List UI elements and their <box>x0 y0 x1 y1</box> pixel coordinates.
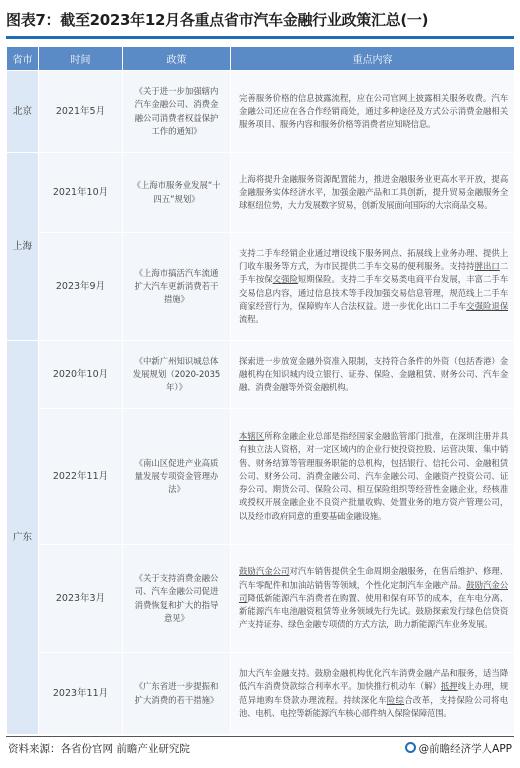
row-policy: 《上海市服务业发展“十四五”规划》 <box>123 153 231 233</box>
table-header-row <box>7 47 515 71</box>
header-time: 时间 <box>39 47 123 71</box>
row-time: 2022年11月 <box>39 409 123 545</box>
underlined-text: 鼓励汽金公司 <box>239 579 509 603</box>
row-policy: 《广东省进一步提振和扩大消费的若干措施》 <box>123 653 231 735</box>
content-text: 二手车按保 <box>239 261 508 285</box>
table-row <box>7 341 515 409</box>
content-text: 对汽车销售提供全生命周期金融服务，在售后维护、修理、汽车零配件和加油站销售等领域，个性化定制汽车金融产品。 <box>239 566 508 590</box>
row-policy: 《南山区促进产业高质量发展专项资金管理办法》 <box>123 409 231 545</box>
table-row <box>7 545 515 653</box>
row-content: 上海将提升金融服务资源配置能力，推进金融服务业更高水平开放，提高金融服务实体经济水平，加强金融产品和工具创新，提升贸易金融服务全球枢纽位势，大力发展数字贸易，创新发展面向国际的大宗商品交易。 <box>231 153 515 233</box>
content-text: 流程。 <box>239 313 264 324</box>
header-content: 重点内容 <box>231 47 515 71</box>
row-policy: 《中新广州知识城总体发展规划（2020-2035年）》 <box>123 341 231 409</box>
row-content <box>231 653 515 735</box>
row-policy: 《上海市搞活汽车流通扩大汽车更新消费若干措施》 <box>123 233 231 341</box>
source-note: 资料来源：各省份官网 前瞻产业研究院 <box>8 743 190 755</box>
footer-divider <box>6 736 514 737</box>
row-policy: 《关于进一步加强辖内汽车金融公司、消费金融公司消费者权益保护工作的通知》 <box>123 71 231 153</box>
header-policy: 政策 <box>123 47 231 71</box>
content-text: 线上办理，规范异地购车贷款办理流程。持续深化车 <box>239 681 508 705</box>
title-divider <box>6 36 514 39</box>
row-time: 2021年10月 <box>39 153 123 233</box>
header-province: 省市 <box>7 47 39 71</box>
row-policy: 《关于支持消费金融公司、汽车金融公司促进消费恢复和扩大的指导意见》 <box>123 545 231 653</box>
content-text: 支持二手车经销企业通过增设线下服务网点、拓展线上业务办理、提供上门收车服务等方式，为市民提供二手车交易的便利服务。支持持 <box>239 247 508 272</box>
row-content <box>231 409 515 545</box>
province-beijing: 北京 <box>7 71 39 153</box>
policy-table <box>6 46 515 735</box>
content-text: 降低新能源汽车消费者在购置、使用和保有环节的成本，在车电分离、新能源汽车电池融资租赁等业务领域先行先试。鼓励探索发行绿色信贷资产支持证券、绿色金融专项债的方式方法，助力新能源汽车业务发展。 <box>239 592 508 630</box>
page-title: 图表7：截至2023年12月各重点省市汽车金融行业政策汇总(一) <box>6 11 429 29</box>
table-row <box>7 153 515 233</box>
row-time: 2021年5月 <box>39 71 123 153</box>
content-text: 合改革，支持保险公司将电池、电机、电控等新能源汽车核心部件纳入保险保障范围。 <box>239 694 508 718</box>
province-guangdong: 广东 <box>7 341 39 735</box>
content-text: 所称金融企业总部是指经国家金融监管部门批准，在深圳注册并具有独立法人资格，对一定区域内的企业行使投资控股、运营决策、集中销售、财务结算等管理服务职能的总机构，包括银行、信托公司、金融租赁公司、财务公司、消费金融公司、汽车金融公司、金融资产投资公司、证券公司、期货公司、保险公司、相互保险组织等经营性金融企业，经核准或授权开展金融企业不良资产批量收购、处置业务的地方资产管理公司，以及经市政府同意的重要基础金融设施。 <box>239 431 508 521</box>
underlined-text: 交强险 <box>272 274 298 285</box>
brand-logo-icon <box>405 742 416 753</box>
underlined-text: 抵押 <box>440 681 458 692</box>
row-content <box>231 233 515 341</box>
underlined-text: 鼓励汽金公司 <box>239 566 290 577</box>
row-time: 2023年11月 <box>39 653 123 735</box>
brand-text: @前瞻经济学人APP <box>418 743 512 755</box>
row-content: 探索进一步放宽金融外资准入限制，支持符合条件的外资（包括香港）金融机构在知识城内设立银行、证券、保险、金融租赁、财务公司、汽车金融、消费金融等外资金融机构。 <box>231 341 515 409</box>
table-row <box>7 409 515 545</box>
underlined-text: 交强险退保 <box>466 300 509 311</box>
table-row <box>7 233 515 341</box>
row-content <box>231 545 515 653</box>
row-time: 2020年10月 <box>39 341 123 409</box>
table-row <box>7 71 515 153</box>
row-time: 2023年3月 <box>39 545 123 653</box>
row-time: 2023年9月 <box>39 233 123 341</box>
row-content: 完善服务价格的信息披露流程，应在公司官网上披露相关服务收费。汽车金融公司还应在各合作经销商处，通过多种途径及方式公示消费金融相关服务项目、服务内容和服务价格等消费者应知晓信息。 <box>231 71 515 153</box>
content-text: 加大汽车金融支持。鼓励金融机构优化汽车消费金融产品和服务，适当降低汽车消费贷款综合利率水平。加快推行机动车（解） <box>239 668 508 692</box>
underlined-text: 本辖区 <box>239 431 265 442</box>
brand-credit <box>405 741 512 756</box>
table-row <box>7 653 515 735</box>
content-text: 短期保险。支持二手车交易类电商平台发展，丰富二手车交易信息内容，通过信息技术等手段加强交易信息管理，规范线上二手车商家经营行为，保障购车人合法权益。进一步优化出口二手车 <box>239 274 509 311</box>
underlined-text: 牌出口 <box>474 261 500 272</box>
underlined-text: 险综 <box>386 694 405 705</box>
province-shanghai: 上海 <box>7 153 39 341</box>
